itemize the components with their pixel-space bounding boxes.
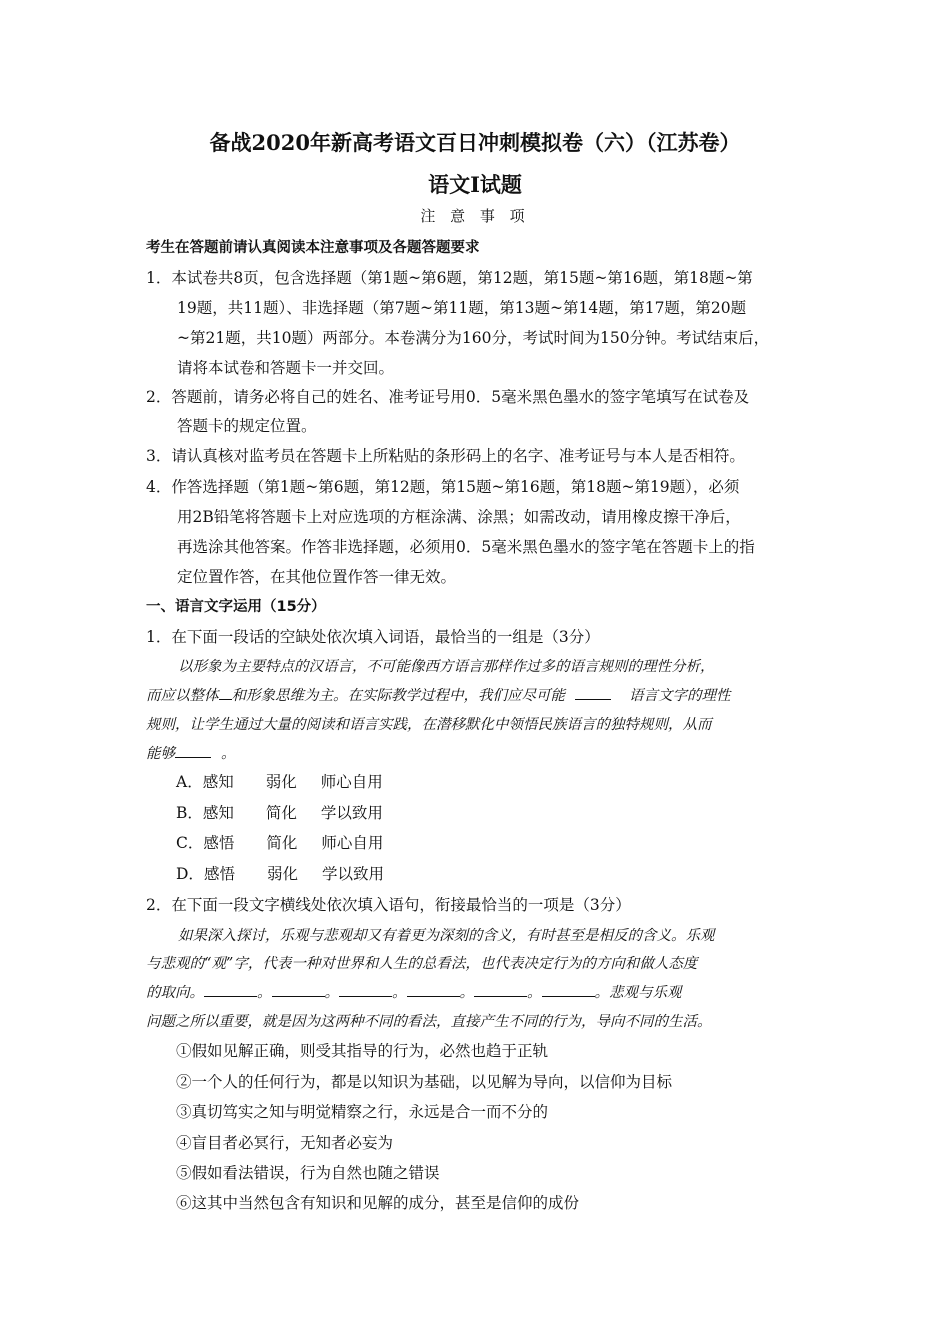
option-a (176, 770, 383, 792)
blank-1 (219, 685, 232, 700)
separator: 。 (459, 985, 474, 1001)
separator: 。 (257, 985, 272, 1001)
option-word: 感悟 (203, 865, 235, 883)
option-word: 师心自用 (321, 834, 384, 852)
option-word: 感知 (202, 773, 234, 791)
option-word: 师心自用 (320, 773, 383, 791)
blank-5 (474, 982, 527, 997)
sentence-item-5: ⑤假如看法错误，行为自然也随之错误 (176, 1164, 440, 1182)
q2-passage-line-3 (146, 981, 682, 1002)
instruction-1-line-4: 请将本试卷和答题卡一并交回。 (177, 359, 395, 377)
blank-1 (204, 982, 257, 997)
instruction-4-line-2: 用2B铅笔将答题卡上对应选项的方框涂满、涂黑；如需改动，请用橡皮擦干净后， (177, 508, 741, 526)
instruction-2-line-1: 2．答题前，请务必将自己的姓名、准考证号用0．5毫米黑色墨水的签字笔填写在试卷及 (146, 388, 750, 406)
instruction-1-line-3: ~第21题，共10题）两部分。本卷满分为160分，考试时间为150分钟。考试结束后， (177, 329, 770, 347)
option-word: 感悟 (203, 834, 235, 852)
notice-heading: 注 意 事 项 (420, 207, 530, 225)
separator: 。 (527, 985, 542, 1001)
blank-3 (175, 743, 211, 758)
blank-3 (339, 982, 392, 997)
option-word: 感知 (202, 804, 234, 822)
page-title: 备战2020年新高考语文百日冲刺模拟卷（六）（江苏卷） (209, 130, 741, 155)
q1-passage-text: 语言文字的理性 (629, 688, 731, 704)
sentence-item-2: ②一个人的任何行为，都是以知识为基础，以见解为导向，以信仰为目标 (176, 1073, 673, 1091)
separator: 。 (392, 985, 407, 1001)
q1-passage-line-2 (146, 684, 731, 705)
instructions-heading: 考生在答题前请认真阅读本注意事项及各题答题要求 (146, 240, 480, 256)
q2-passage-line-1: 如果深入探讨，乐观与悲观却又有着更为深刻的含义，有时甚至是相反的含义。乐观 (178, 928, 715, 944)
option-letter: B． (176, 804, 203, 822)
instruction-3-line-1: 3．请认真核对监考员在答题卡上所粘贴的条形码上的名字、准考证号与本人是否相符。 (146, 447, 745, 465)
option-word: 学以致用 (321, 865, 384, 883)
option-letter: D． (176, 865, 204, 883)
option-c (176, 831, 383, 853)
instruction-4-line-3: 再选涂其他答案。作答非选择题，必须用0．5毫米黑色墨水的签字笔在答题卡上的指 (177, 538, 755, 556)
q2-passage-text: 的取向。 (146, 985, 204, 1001)
q1-passage-line-1: 以形象为主要特点的汉语言，不可能像西方语言那样作过多的语言规则的理性分析， (178, 659, 715, 675)
q2-passage-line-4: 问题之所以重要，就是因为这两种不同的看法，直接产生不同的行为，导向不同的生活。 (146, 1014, 712, 1030)
question-2-stem: 2．在下面一段文字横线处依次填入语句，衔接最恰当的一项是（3分） (146, 896, 631, 914)
option-letter: C． (176, 834, 204, 852)
option-word: 简化 (265, 804, 297, 822)
blank-6 (542, 982, 595, 997)
separator: 。 (324, 985, 339, 1001)
sentence-item-1: ①假如见解正确，则受其指导的行为，必然也趋于正轨 (176, 1042, 549, 1060)
option-b (176, 801, 383, 823)
instruction-2-line-2: 答题卡的规定位置。 (177, 417, 317, 435)
q2-passage-line-2: 与悲观的“观”字，代表一种对世界和人生的总看法，也代表决定行为的方向和做人态度 (146, 956, 698, 972)
blank-2 (272, 982, 325, 997)
option-word: 弱化 (266, 865, 298, 883)
blank-2 (575, 685, 611, 700)
q1-passage-text: 和形象思维为主。在实际教学过程中，我们应尽可能 (231, 688, 565, 704)
q1-passage-line-4 (146, 742, 236, 763)
option-word: 弱化 (265, 773, 297, 791)
q1-passage-text: 。 (221, 746, 236, 762)
section-heading: 一、语言文字运用（15分） (146, 599, 326, 615)
question-1-stem: 1．在下面一段话的空缺处依次填入词语，最恰当的一组是（3分） (146, 628, 600, 646)
sentence-item-3: ③真切笃实之知与明觉精察之行，永远是合一而不分的 (176, 1103, 549, 1121)
q2-passage-text: 。悲观与乐观 (594, 985, 682, 1001)
sentence-item-6: ⑥这其中当然包含有知识和见解的成分，甚至是信仰的成份 (176, 1194, 580, 1212)
blank-4 (407, 982, 460, 997)
q1-passage-text: 能够 (146, 746, 175, 762)
page-subtitle: 语文Ⅰ试题 (428, 172, 522, 197)
sentence-item-4: ④盲目者必冥行，无知者必妄为 (176, 1134, 394, 1152)
option-letter: A． (176, 773, 203, 791)
option-d (176, 862, 384, 884)
q1-passage-line-3: 规则，让学生通过大量的阅读和语言实践，在潜移默化中领悟民族语言的独特规则，从而 (146, 717, 712, 733)
option-word: 学以致用 (320, 804, 383, 822)
instruction-1-line-1: 1．本试卷共8页，包含选择题（第1题~第6题，第12题，第15题~第16题，第18题~第 (146, 269, 753, 287)
option-word: 简化 (266, 834, 298, 852)
instruction-4-line-4: 定位置作答，在其他位置作答一律无效。 (177, 568, 457, 586)
instruction-1-line-2: 19题，共11题）、非选择题（第7题~第11题，第13题~第14题，第17题，第20题 (177, 299, 747, 317)
q1-passage-text: 而应以整体 (146, 688, 219, 704)
instruction-4-line-1: 4．作答选择题（第1题~第6题，第12题，第15题~第16题，第18题~第19题），必须 (146, 478, 740, 496)
